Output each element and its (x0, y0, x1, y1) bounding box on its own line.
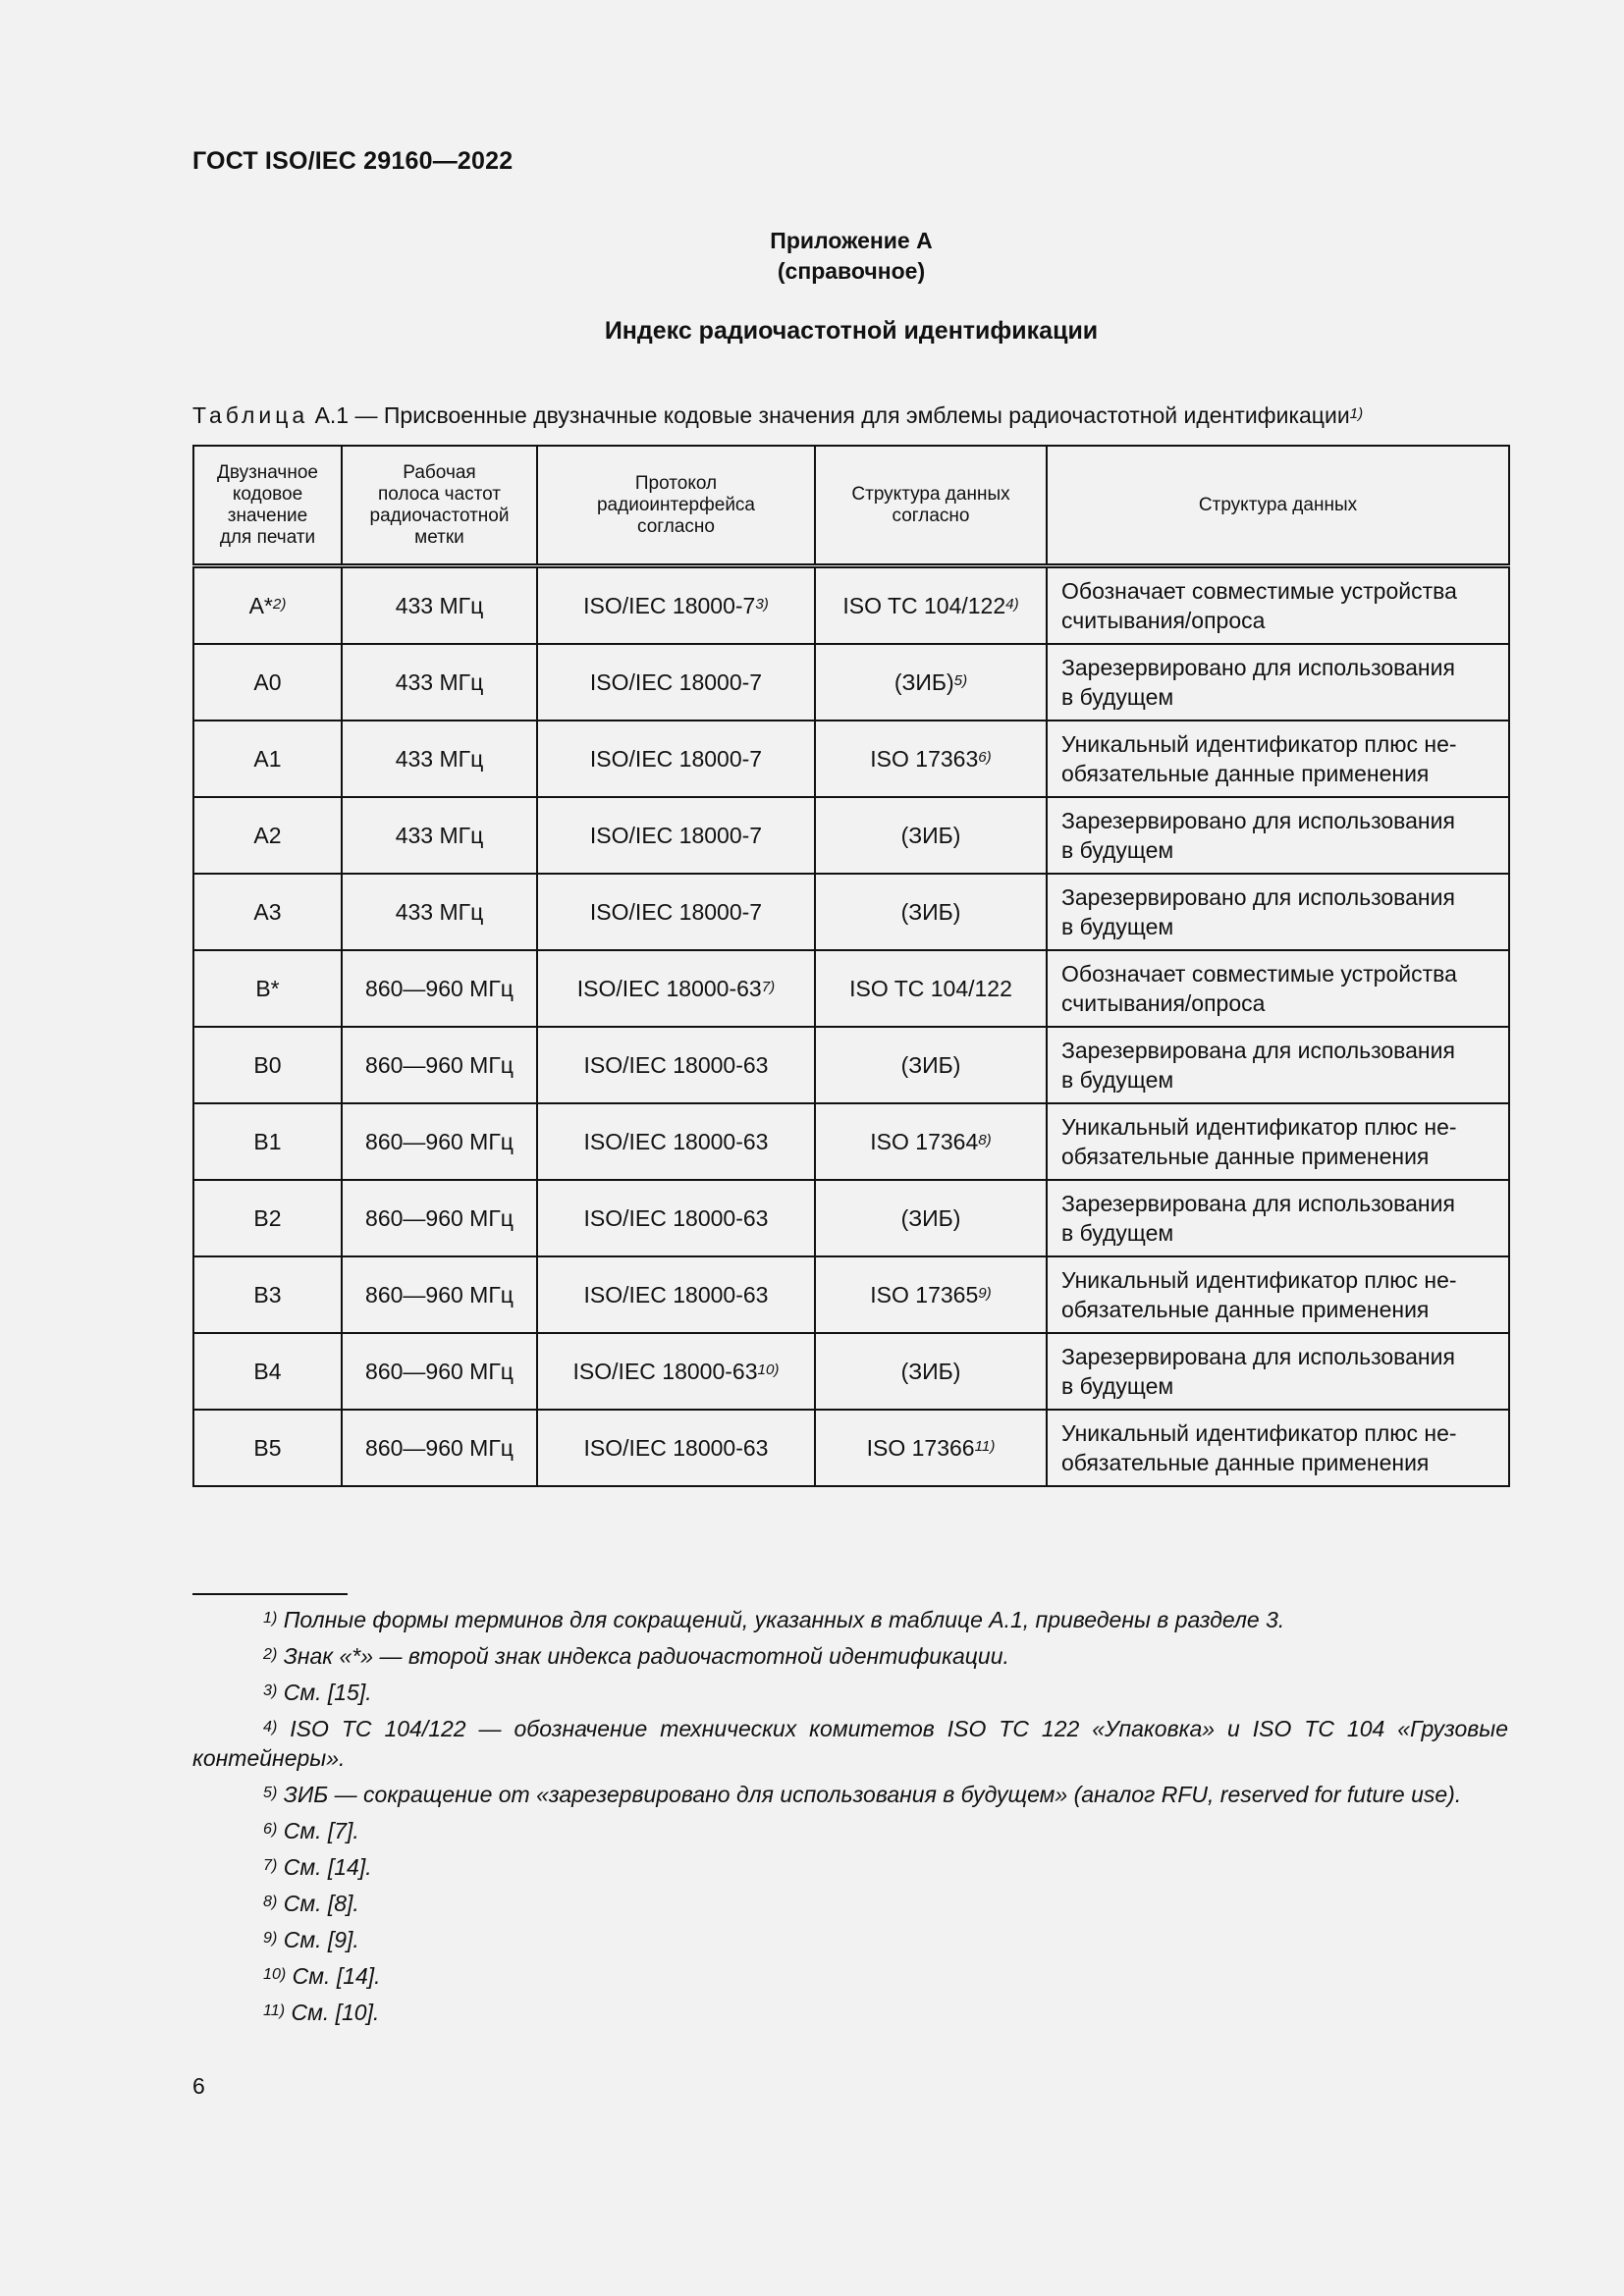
table-row (193, 874, 1509, 950)
header-line: Структура данных (1198, 494, 1358, 515)
cell-protocol-value: ISO/IEC 18000-63 (583, 1129, 769, 1154)
footnote-number: 4) (263, 1718, 278, 1736)
cell-protocol (537, 1410, 815, 1486)
footnote (192, 1889, 1508, 1918)
header-line: значение (227, 505, 308, 526)
table-row (193, 950, 1509, 1027)
cell-structure-ref-value: ISO TC 104/122 (842, 593, 1006, 618)
cell-protocol-value: ISO/IEC 18000-7 (589, 746, 763, 772)
cell-band (342, 644, 537, 721)
footnote-mark: 9) (978, 1285, 992, 1303)
cell-band (342, 1256, 537, 1333)
description-line: Уникальный идентификатор плюс не- (1061, 1267, 1457, 1293)
header-code (193, 446, 342, 566)
footnote-text: См. [7]. (277, 1818, 359, 1843)
cell-code (193, 1027, 342, 1103)
cell-structure-ref-value: (ЗИБ) (893, 669, 954, 695)
footnote-number: 2) (263, 1645, 278, 1664)
cell-description (1047, 1410, 1509, 1486)
footnote-separator (192, 1593, 348, 1595)
cell-protocol-value: ISO/IEC 18000-7 (589, 899, 763, 925)
cell-description (1047, 950, 1509, 1027)
header-line: метки (414, 526, 464, 548)
cell-protocol-value: ISO/IEC 18000-63 (583, 1052, 769, 1078)
description-line: в будущем (1061, 1373, 1174, 1399)
cell-protocol-value: ISO/IEC 18000-63 (583, 1282, 769, 1308)
cell-structure-ref (815, 1027, 1047, 1103)
cell-structure-ref-value: (ЗИБ) (900, 1205, 961, 1231)
footnote-mark: 11) (974, 1438, 996, 1456)
footnote-mark: 5) (953, 672, 968, 690)
cell-protocol (537, 1256, 815, 1333)
table-row (193, 1256, 1509, 1333)
cell-band (342, 1333, 537, 1410)
cell-protocol-value: ISO/IEC 18000-63 (576, 976, 762, 1001)
cell-structure-ref-value: ISO TC 104/122 (849, 976, 1012, 1001)
footnotes (192, 1598, 1508, 2027)
cell-protocol-value: ISO/IEC 18000-7 (583, 593, 756, 618)
table-row (193, 1410, 1509, 1486)
cell-structure-ref-value: ISO 17365 (870, 1282, 979, 1308)
cell-band (342, 1103, 537, 1180)
cell-code-value: В3 (253, 1282, 282, 1308)
description-line: обязательные данные применения (1061, 761, 1430, 786)
footnote-number: 10) (263, 1965, 287, 1984)
cell-band (342, 797, 537, 874)
cell-description (1047, 1256, 1509, 1333)
page-number: 6 (192, 2073, 205, 2099)
cell-code-value: В* (255, 976, 280, 1001)
caption-text: А.1 — Присвоенные двузначные кодовые значения для эмблемы радиочастотной идентификации (308, 402, 1350, 428)
cell-code-value: В5 (253, 1435, 282, 1461)
table-row (193, 721, 1509, 797)
footnote (192, 1678, 1508, 1707)
footnote-mark: 8) (978, 1132, 992, 1149)
cell-code-value: А0 (253, 669, 282, 695)
cell-code-value: А* (248, 593, 273, 618)
footnote-text: См. [10]. (285, 2000, 380, 2025)
footnote (192, 1714, 1508, 1773)
footnote-text: См. [15]. (277, 1680, 372, 1705)
cell-structure-ref (815, 566, 1047, 645)
header-protocol (537, 446, 815, 566)
footnote (192, 1816, 1508, 1845)
cell-protocol (537, 874, 815, 950)
description-line: Зарезервирована для использования (1061, 1344, 1455, 1369)
footnote-number: 3) (263, 1682, 278, 1700)
cell-structure-ref-value: (ЗИБ) (900, 1052, 961, 1078)
cell-description (1047, 797, 1509, 874)
cell-description (1047, 721, 1509, 797)
cell-protocol-value: ISO/IEC 18000-63 (572, 1359, 758, 1384)
footnote-number: 11) (263, 2002, 286, 2020)
footnote-mark: 4) (1005, 596, 1019, 614)
cell-code-value: В4 (253, 1359, 282, 1384)
cell-structure-ref-value: ISO 17363 (870, 746, 979, 772)
codes-table (192, 445, 1510, 1487)
footnote (192, 1641, 1508, 1671)
footnote-mark: 10) (757, 1362, 780, 1379)
table-header-row (193, 446, 1509, 566)
cell-structure-ref (815, 721, 1047, 797)
footnote-mark: 3) (755, 596, 769, 614)
cell-description (1047, 566, 1509, 645)
cell-protocol (537, 1103, 815, 1180)
footnote-mark: 6) (978, 749, 992, 767)
appendix-kind: (справочное) (777, 258, 926, 284)
footnote-number: 8) (263, 1893, 278, 1911)
cell-structure-ref (815, 950, 1047, 1027)
table-row (193, 1333, 1509, 1410)
appendix-heading (0, 226, 1624, 287)
cell-protocol (537, 1027, 815, 1103)
cell-band-value: 860—960 МГц (365, 1129, 514, 1154)
cell-protocol (537, 644, 815, 721)
cell-band-value: 860—960 МГц (365, 1435, 514, 1461)
cell-structure-ref (815, 874, 1047, 950)
table-row (193, 644, 1509, 721)
header-line: для печати (219, 526, 316, 548)
cell-structure-ref (815, 644, 1047, 721)
cell-band (342, 950, 537, 1027)
header-line: радиоинтерфейса (596, 494, 755, 515)
cell-protocol (537, 797, 815, 874)
cell-protocol-value: ISO/IEC 18000-63 (583, 1435, 769, 1461)
cell-band (342, 1027, 537, 1103)
table-row (193, 797, 1509, 874)
cell-code (193, 721, 342, 797)
cell-band-value: 860—960 МГц (365, 1359, 514, 1384)
cell-band-value: 860—960 МГц (365, 1052, 514, 1078)
header-line: Двузначное (217, 461, 318, 483)
cell-protocol (537, 950, 815, 1027)
cell-protocol (537, 721, 815, 797)
appendix-title: Приложение А (770, 228, 933, 253)
footnote-text: ЗИБ — сокращение от «зарезервировано для использования в будущем» (аналог RFU, reserved for future use). (277, 1782, 1462, 1807)
table-row (193, 1027, 1509, 1103)
footnote (192, 1998, 1508, 2027)
cell-code-value: А1 (253, 746, 282, 772)
cell-description (1047, 1103, 1509, 1180)
cell-code-value: В0 (253, 1052, 282, 1078)
footnote-text: См. [14]. (277, 1854, 372, 1880)
description-line: Уникальный идентификатор плюс не- (1061, 1114, 1457, 1140)
caption-prefix: Таблица (192, 402, 309, 428)
table-row (193, 1103, 1509, 1180)
description-line: Уникальный идентификатор плюс не- (1061, 1420, 1457, 1446)
document-header: ГОСТ ISO/IEC 29160—2022 (192, 147, 514, 175)
description-line: считывания/опроса (1061, 608, 1266, 633)
cell-description (1047, 874, 1509, 950)
description-line: Зарезервировано для использования (1061, 808, 1455, 833)
cell-structure-ref-value: (ЗИБ) (900, 899, 961, 925)
cell-protocol-value: ISO/IEC 18000-7 (589, 669, 763, 695)
cell-band-value: 433 МГц (395, 746, 484, 772)
cell-structure-ref (815, 797, 1047, 874)
table-caption (192, 402, 1363, 429)
cell-band (342, 1180, 537, 1256)
header-line: радиочастотной (369, 505, 510, 526)
description-line: в будущем (1061, 1067, 1174, 1093)
cell-protocol (537, 1333, 815, 1410)
cell-band-value: 433 МГц (395, 899, 484, 925)
cell-code-value: В2 (253, 1205, 282, 1231)
cell-structure-ref-value: (ЗИБ) (900, 823, 961, 848)
cell-code-value: В1 (253, 1129, 282, 1154)
footnote-number: 9) (263, 1929, 278, 1948)
header-line: Рабочая (403, 461, 476, 483)
cell-description (1047, 1333, 1509, 1410)
cell-code-value: А3 (253, 899, 282, 925)
footnote (192, 1961, 1508, 1991)
header-line: согласно (636, 515, 715, 537)
description-line: в будущем (1061, 1220, 1174, 1246)
cell-band-value: 860—960 МГц (365, 1205, 514, 1231)
footnote-number: 6) (263, 1820, 278, 1839)
footnote (192, 1780, 1508, 1809)
description-line: Зарезервирована для использования (1061, 1191, 1455, 1216)
footnote-text: Полные формы терминов для сокращений, указанных в таблице А.1, приведены в разделе 3. (277, 1607, 1285, 1632)
cell-band-value: 433 МГц (395, 593, 484, 618)
description-line: обязательные данные применения (1061, 1297, 1430, 1322)
footnote-mark: 7) (761, 979, 776, 996)
header-structure-ref (815, 446, 1047, 566)
cell-description (1047, 1027, 1509, 1103)
cell-description (1047, 1180, 1509, 1256)
header-line: Протокол (634, 472, 718, 494)
table-body (193, 566, 1509, 1487)
cell-band-value: 433 МГц (395, 669, 484, 695)
cell-band (342, 1410, 537, 1486)
cell-code (193, 1256, 342, 1333)
cell-code (193, 1333, 342, 1410)
footnote-text: ISO TC 104/122 — обозначение технических комитетов ISO TC 122 «Упаковка» и ISO TC 104 «Грузовые контейнеры». (192, 1716, 1508, 1771)
description-line: обязательные данные применения (1061, 1144, 1430, 1169)
cell-protocol-value: ISO/IEC 18000-63 (583, 1205, 769, 1231)
footnote-text: См. [8]. (277, 1891, 359, 1916)
section-title: Индекс радиочастотной идентификации (604, 317, 1099, 345)
cell-band-value: 860—960 МГц (365, 1282, 514, 1308)
cell-protocol-value: ISO/IEC 18000-7 (589, 823, 763, 848)
header-line: согласно (892, 505, 970, 526)
cell-code (193, 644, 342, 721)
header-line: кодовое (232, 483, 303, 505)
header-band (342, 446, 537, 566)
cell-protocol (537, 566, 815, 645)
cell-band (342, 566, 537, 645)
cell-code (193, 1103, 342, 1180)
table-row (193, 1180, 1509, 1256)
description-line: Обозначает совместимые устройства (1061, 961, 1457, 987)
description-line: Обозначает совместимые устройства (1061, 578, 1457, 604)
footnote-number: 7) (263, 1856, 278, 1875)
cell-structure-ref-value: ISO 17364 (870, 1129, 979, 1154)
cell-description (1047, 644, 1509, 721)
footnote-number: 5) (263, 1784, 278, 1802)
cell-code (193, 874, 342, 950)
footnote (192, 1925, 1508, 1954)
caption-footnote-mark: 1) (1349, 405, 1364, 423)
footnote (192, 1605, 1508, 1634)
footnote (192, 1852, 1508, 1882)
cell-structure-ref (815, 1410, 1047, 1486)
description-line: в будущем (1061, 684, 1174, 710)
cell-code (193, 950, 342, 1027)
cell-structure-ref-value: ISO 17366 (866, 1435, 975, 1461)
description-line: в будущем (1061, 914, 1174, 939)
cell-code (193, 1410, 342, 1486)
footnote-number: 1) (263, 1609, 278, 1628)
description-line: в будущем (1061, 837, 1174, 863)
cell-protocol (537, 1180, 815, 1256)
cell-band-value: 860—960 МГц (365, 976, 514, 1001)
footnote-text: Знак «*» — второй знак индекса радиочастотной идентификации. (277, 1643, 1009, 1669)
cell-structure-ref (815, 1103, 1047, 1180)
description-line: Зарезервирована для использования (1061, 1038, 1455, 1063)
footnote-mark: 2) (272, 596, 287, 614)
cell-structure-ref (815, 1256, 1047, 1333)
header-structure (1047, 446, 1509, 566)
table-row (193, 566, 1509, 645)
cell-code-value: А2 (253, 823, 282, 848)
cell-band-value: 433 МГц (395, 823, 484, 848)
cell-band (342, 721, 537, 797)
header-line: полоса частот (378, 483, 501, 505)
cell-structure-ref (815, 1180, 1047, 1256)
footnote-text: См. [14]. (286, 1963, 381, 1989)
description-line: Зарезервировано для использования (1061, 884, 1455, 910)
description-line: Зарезервировано для использования (1061, 655, 1455, 680)
description-line: обязательные данные применения (1061, 1450, 1430, 1475)
header-line: Структура данных (851, 483, 1010, 505)
description-line: считывания/опроса (1061, 990, 1266, 1016)
cell-code (193, 797, 342, 874)
description-line: Уникальный идентификатор плюс не- (1061, 731, 1457, 757)
cell-code (193, 566, 342, 645)
footnote-text: См. [9]. (277, 1927, 359, 1952)
cell-code (193, 1180, 342, 1256)
cell-structure-ref (815, 1333, 1047, 1410)
cell-structure-ref-value: (ЗИБ) (900, 1359, 961, 1384)
cell-band (342, 874, 537, 950)
